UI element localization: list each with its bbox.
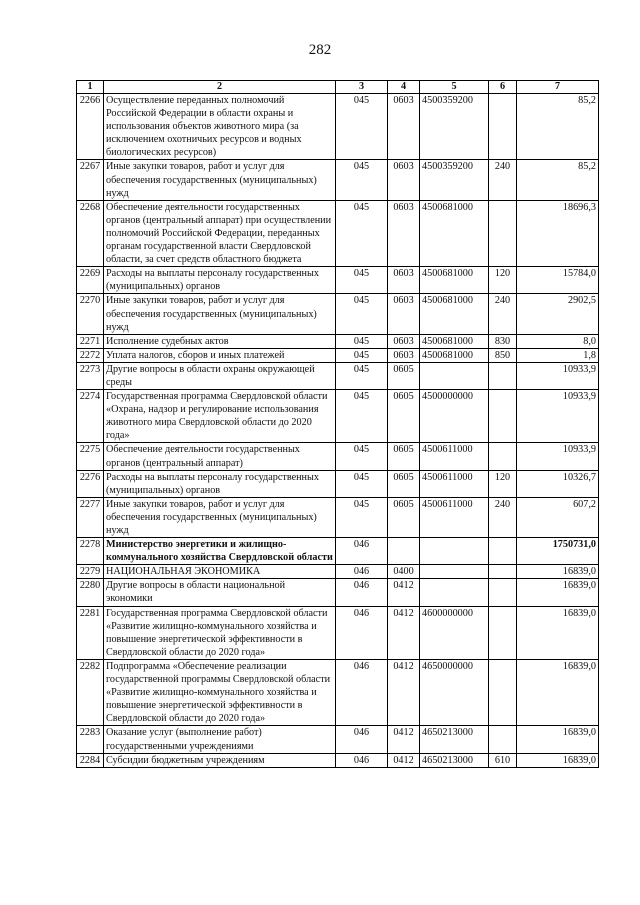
section-code-cell: 0605 (388, 390, 420, 443)
target-article-cell (420, 538, 489, 565)
description-cell: Государственная программа Свердловской области «Охрана, надзор и регулирование использования животного мира Свердловской области до 2020 года» (104, 390, 336, 443)
page-number: 282 (308, 42, 332, 58)
ministry-code-cell: 045 (336, 267, 388, 294)
expense-type-cell: 120 (489, 267, 517, 294)
amount-cell: 1750731,0 (517, 538, 599, 565)
target-article-cell: 4500000000 (420, 390, 489, 443)
section-code-cell (388, 538, 420, 565)
amount-cell: 16839,0 (517, 753, 599, 767)
table-row (77, 294, 599, 334)
ministry-code-cell: 046 (336, 538, 388, 565)
description-cell: НАЦИОНАЛЬНАЯ ЭКОНОМИКА (104, 565, 336, 579)
target-article-cell: 4500611000 (420, 497, 489, 537)
expense-type-cell (489, 94, 517, 160)
expense-type-cell (489, 659, 517, 725)
row-number-cell: 2281 (77, 606, 104, 659)
description-cell: Иные закупки товаров, работ и услуг для обеспечения государственных (муниципальных) нужд (104, 497, 336, 537)
section-code-cell: 0603 (388, 200, 420, 266)
table-row (77, 94, 599, 160)
description-cell: Другие вопросы в области национальной экономики (104, 579, 336, 606)
ministry-code-cell: 045 (336, 348, 388, 362)
budget-table (76, 80, 599, 768)
target-article-cell: 4500681000 (420, 334, 489, 348)
amount-cell: 18696,3 (517, 200, 599, 266)
section-code-cell: 0412 (388, 753, 420, 767)
row-number-cell: 2278 (77, 538, 104, 565)
ministry-code-cell: 045 (336, 94, 388, 160)
table-row (77, 443, 599, 470)
table-row (77, 390, 599, 443)
section-code-cell: 0412 (388, 579, 420, 606)
target-article-cell (420, 565, 489, 579)
section-code-cell: 0605 (388, 497, 420, 537)
amount-cell: 10933,9 (517, 443, 599, 470)
row-number-cell: 2271 (77, 334, 104, 348)
description-cell: Осуществление переданных полномочий Российской Федерации в области охраны и использования объектов животного мира (за исключением охотничьих ресурсов и водных биологических ресурсов) (104, 94, 336, 160)
table-row (77, 753, 599, 767)
table-row (77, 579, 599, 606)
description-cell: Исполнение судебных актов (104, 334, 336, 348)
target-article-cell: 4500681000 (420, 348, 489, 362)
description-cell: Субсидии бюджетным учреждениям (104, 753, 336, 767)
ministry-code-cell: 045 (336, 470, 388, 497)
column-header: 2 (104, 81, 336, 94)
target-article-cell: 4500359200 (420, 94, 489, 160)
table-row (77, 726, 599, 753)
amount-cell: 16839,0 (517, 726, 599, 753)
target-article-cell: 4500611000 (420, 443, 489, 470)
table-row (77, 470, 599, 497)
table-row (77, 348, 599, 362)
description-cell: Расходы на выплаты персоналу государственных (муниципальных) органов (104, 470, 336, 497)
ministry-code-cell: 045 (336, 294, 388, 334)
table-row (77, 538, 599, 565)
section-code-cell: 0603 (388, 348, 420, 362)
description-cell: Обеспечение деятельности государственных органов (центральный аппарат) при осуществлении полномочий Российской Федерации, переданных органам государственной власти Свердловской области, за счет средств областного бюджета (104, 200, 336, 266)
amount-cell: 10326,7 (517, 470, 599, 497)
row-number-cell: 2272 (77, 348, 104, 362)
description-cell: Расходы на выплаты персоналу государственных (муниципальных) органов (104, 267, 336, 294)
amount-cell: 8,0 (517, 334, 599, 348)
description-cell: Иные закупки товаров, работ и услуг для обеспечения государственных (муниципальных) нужд (104, 160, 336, 200)
row-number-cell: 2268 (77, 200, 104, 266)
row-number-cell: 2276 (77, 470, 104, 497)
table-row (77, 160, 599, 200)
description-cell: Иные закупки товаров, работ и услуг для обеспечения государственных (муниципальных) нужд (104, 294, 336, 334)
target-article-cell: 4500681000 (420, 294, 489, 334)
section-code-cell: 0605 (388, 443, 420, 470)
expense-type-cell: 830 (489, 334, 517, 348)
ministry-code-cell: 045 (336, 334, 388, 348)
ministry-code-cell: 046 (336, 659, 388, 725)
description-cell: Государственная программа Свердловской области «Развитие жилищно-коммунального хозяйства и повышение энергетической эффективности в Свердловской области до 2020 года» (104, 606, 336, 659)
expense-type-cell: 120 (489, 470, 517, 497)
expense-type-cell: 850 (489, 348, 517, 362)
section-code-cell: 0603 (388, 267, 420, 294)
target-article-cell: 4650213000 (420, 726, 489, 753)
amount-cell: 15784,0 (517, 267, 599, 294)
amount-cell: 85,2 (517, 160, 599, 200)
amount-cell: 10933,9 (517, 362, 599, 389)
row-number-cell: 2275 (77, 443, 104, 470)
target-article-cell: 4500681000 (420, 200, 489, 266)
row-number-cell: 2270 (77, 294, 104, 334)
table-row (77, 606, 599, 659)
row-number-cell: 2283 (77, 726, 104, 753)
section-code-cell: 0603 (388, 294, 420, 334)
description-cell: Оказание услуг (выполнение работ) государственными учреждениями (104, 726, 336, 753)
ministry-code-cell: 045 (336, 160, 388, 200)
description-cell: Уплата налогов, сборов и иных платежей (104, 348, 336, 362)
section-code-cell: 0400 (388, 565, 420, 579)
expense-type-cell: 240 (489, 497, 517, 537)
row-number-cell: 2266 (77, 94, 104, 160)
amount-cell: 85,2 (517, 94, 599, 160)
expense-type-cell (489, 443, 517, 470)
section-code-cell: 0603 (388, 94, 420, 160)
target-article-cell (420, 362, 489, 389)
column-header: 1 (77, 81, 104, 94)
column-header: 6 (489, 81, 517, 94)
description-cell: Другие вопросы в области охраны окружающей среды (104, 362, 336, 389)
expense-type-cell: 610 (489, 753, 517, 767)
table-body (77, 94, 599, 768)
amount-cell: 607,2 (517, 497, 599, 537)
section-code-cell: 0605 (388, 362, 420, 389)
amount-cell: 10933,9 (517, 390, 599, 443)
expense-type-cell (489, 200, 517, 266)
ministry-code-cell: 046 (336, 726, 388, 753)
ministry-code-cell: 045 (336, 443, 388, 470)
ministry-code-cell: 045 (336, 497, 388, 537)
table-row (77, 200, 599, 266)
target-article-cell (420, 579, 489, 606)
table-row (77, 334, 599, 348)
section-code-cell: 0605 (388, 470, 420, 497)
amount-cell: 16839,0 (517, 606, 599, 659)
column-header: 4 (388, 81, 420, 94)
row-number-cell: 2280 (77, 579, 104, 606)
row-number-cell: 2269 (77, 267, 104, 294)
column-header: 3 (336, 81, 388, 94)
row-number-cell: 2277 (77, 497, 104, 537)
expense-type-cell (489, 362, 517, 389)
target-article-cell: 4650000000 (420, 659, 489, 725)
expense-type-cell (489, 726, 517, 753)
table-row (77, 659, 599, 725)
amount-cell: 1,8 (517, 348, 599, 362)
amount-cell: 16839,0 (517, 659, 599, 725)
ministry-code-cell: 045 (336, 390, 388, 443)
ministry-code-cell: 045 (336, 200, 388, 266)
expense-type-cell: 240 (489, 294, 517, 334)
expense-type-cell: 240 (489, 160, 517, 200)
target-article-cell: 4500359200 (420, 160, 489, 200)
description-cell: Подпрограмма «Обеспечение реализации государственной программы Свердловской области «Развитие жилищно-коммунального хозяйства и повышение энергетической эффективности в Свердловской области до 2020 года» (104, 659, 336, 725)
column-header: 5 (420, 81, 489, 94)
section-code-cell: 0412 (388, 606, 420, 659)
row-number-cell: 2284 (77, 753, 104, 767)
table-header-row (77, 81, 599, 94)
target-article-cell: 4500611000 (420, 470, 489, 497)
target-article-cell: 4650213000 (420, 753, 489, 767)
amount-cell: 16839,0 (517, 565, 599, 579)
row-number-cell: 2282 (77, 659, 104, 725)
row-number-cell: 2274 (77, 390, 104, 443)
amount-cell: 2902,5 (517, 294, 599, 334)
table-row (77, 267, 599, 294)
table-row (77, 362, 599, 389)
table-row (77, 497, 599, 537)
ministry-code-cell: 046 (336, 565, 388, 579)
expense-type-cell (489, 565, 517, 579)
row-number-cell: 2273 (77, 362, 104, 389)
ministry-code-cell: 046 (336, 606, 388, 659)
row-number-cell: 2279 (77, 565, 104, 579)
column-header: 7 (517, 81, 599, 94)
ministry-code-cell: 046 (336, 579, 388, 606)
row-number-cell: 2267 (77, 160, 104, 200)
description-cell: Министерство энергетики и жилищно-коммунального хозяйства Свердловской области (104, 538, 336, 565)
ministry-code-cell: 045 (336, 362, 388, 389)
target-article-cell: 4600000000 (420, 606, 489, 659)
expense-type-cell (489, 538, 517, 565)
section-code-cell: 0412 (388, 726, 420, 753)
ministry-code-cell: 046 (336, 753, 388, 767)
section-code-cell: 0603 (388, 334, 420, 348)
expense-type-cell (489, 606, 517, 659)
section-code-cell: 0412 (388, 659, 420, 725)
expense-type-cell (489, 579, 517, 606)
expense-type-cell (489, 390, 517, 443)
amount-cell: 16839,0 (517, 579, 599, 606)
section-code-cell: 0603 (388, 160, 420, 200)
table-row (77, 565, 599, 579)
target-article-cell: 4500681000 (420, 267, 489, 294)
description-cell: Обеспечение деятельности государственных органов (центральный аппарат) (104, 443, 336, 470)
